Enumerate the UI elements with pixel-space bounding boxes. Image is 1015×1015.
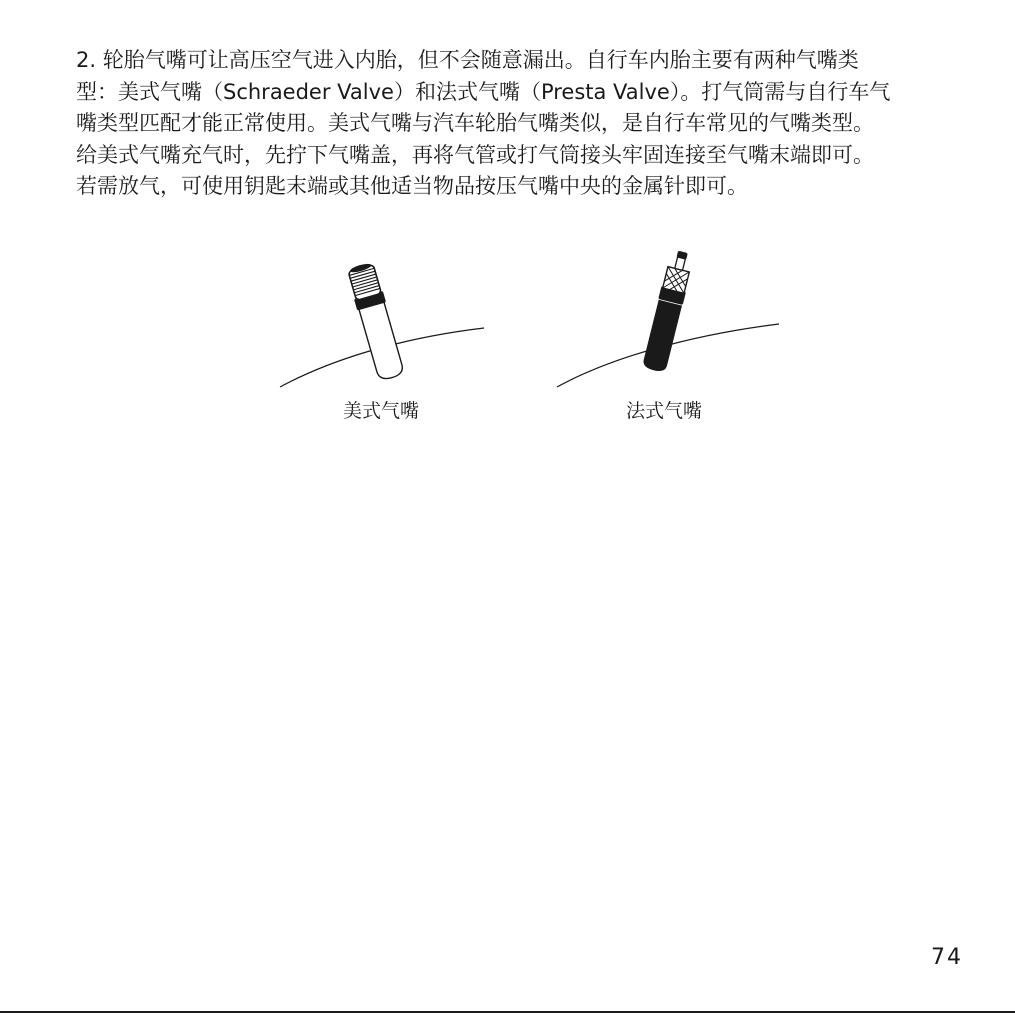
paragraph-line: 给美式气嘴充气时，先拧下气嘴盖，再将气管或打气筒接头牢固连接至气嘴末端即可。 [76,142,874,167]
valve-figure [0,230,1015,430]
paragraph-line: 嘴类型匹配才能正常使用。美式气嘴与汽车轮胎气嘴类似，是自行车常见的气嘴类型。 [76,111,874,135]
page-number: 74 [931,945,963,970]
presta-valve-caption: 法式气嘴 [626,400,703,422]
paragraph-line: 型：美式气嘴（Schraeder Valve）和法式气嘴（Presta Valve）。打气筒需与自行车气 [76,79,891,104]
valve-illustration [0,230,1015,430]
bottom-divider [0,1011,1015,1013]
body-paragraph [76,45,976,203]
paragraph-line: 若需放气，可使用钥匙末端或其他适当物品按压气嘴中央的金属针即可。 [76,174,748,198]
schrader-valve-icon [345,261,406,382]
presta-valve-icon [641,249,696,374]
schrader-valve-caption: 美式气嘴 [343,400,420,422]
paragraph-line: 2. 轮胎气嘴可让高压空气进入内胎，但不会随意漏出。自行车内胎主要有两种气嘴类 [76,48,859,72]
